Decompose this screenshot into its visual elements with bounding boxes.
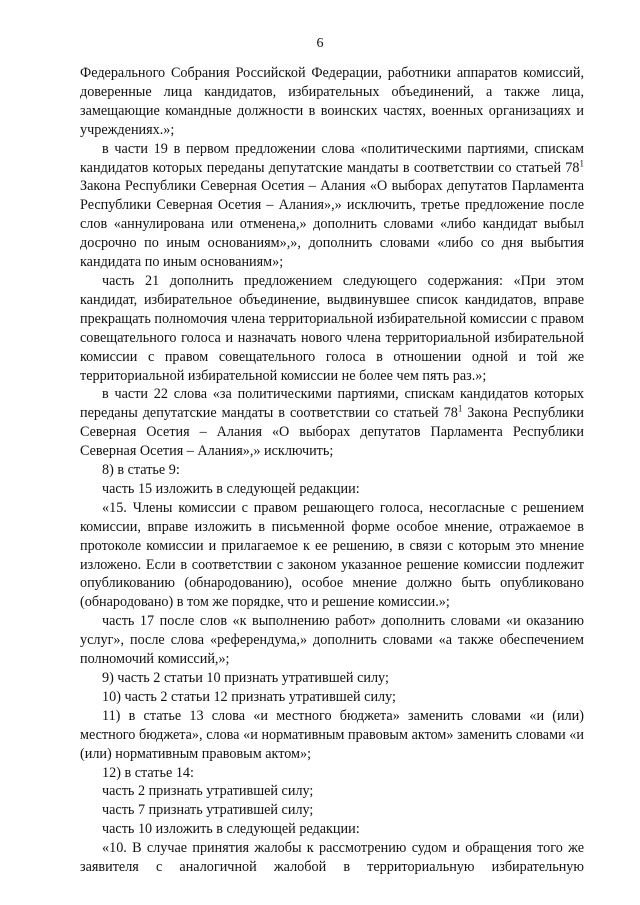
paragraph: часть 2 признать утратившей силу; <box>102 783 314 800</box>
paragraph-text: Закона Республики Северная Осетия – Алания «О выборах депутатов Парламента Республики Северная Осетия – Алания»,» исключить, третье предложение после слов «аннулирована или отменена,» дополнить словами «либо кандидат выбыл досрочно по иным основаниям»,», дополнить словами «либо со дня выбытия кандидата по иным основаниям»; <box>80 178 584 271</box>
paragraph: часть 7 признать утратившей силу; <box>102 802 314 819</box>
paragraph: Федерального Собрания Российской Федерации, работники аппаратов комиссий, доверенные лица кандидатов, избирательных объединений, а также лица, замещающие командные должности в воинских частях, военных организациях и учреждениях.»; <box>80 65 584 138</box>
paragraph: 8) в статье 9: <box>102 462 180 479</box>
document-body <box>80 64 584 877</box>
page-number: 6 <box>316 36 324 51</box>
paragraph-text: Закона Республики Северная Осетия – Алания «О выборах депутатов Парламента Республики Северная Осетия – Алания»,» исключить; <box>80 405 585 460</box>
paragraph-text: в части 22 слова «за политическими партиями, спискам кандидатов которых переданы депутатские мандаты в соответствии со статьей 78 <box>80 386 584 422</box>
paragraph-text: в части 19 в первом предложении слова «политическими партиями, спискам кандидатов которых переданы депутатские мандаты в соответствии со статьей 78 <box>80 140 584 176</box>
paragraph: часть 10 изложить в следующей редакции: <box>102 821 360 838</box>
paragraph: «10. В случае принятия жалобы к рассмотрению судом и обращения того же заявителя с аналогичной жалобой в территориальную избирательную <box>80 840 584 876</box>
paragraph: часть 17 после слов «к выполнению работ» дополнить словами «и оказанию услуг», после слова «референдума,» дополнить словами «а также обеспечением полномочий комиссий,»; <box>80 613 584 668</box>
paragraph: часть 15 изложить в следующей редакции: <box>102 480 360 497</box>
superscript: 1 <box>457 403 463 414</box>
paragraph: 9) часть 2 статьи 10 признать утратившей силу; <box>102 670 389 686</box>
superscript: 1 <box>579 157 584 168</box>
paragraph: 12) в статье 14: <box>102 764 194 781</box>
paragraph: 11) в статье 13 слова «и местного бюджета» заменить словами «и (или) местного бюджета», слова «и нормативным правовым актом» заменить словами «и (или) нормативным правовым актом»; <box>80 707 584 762</box>
paragraph <box>80 140 584 272</box>
paragraph: 10) часть 2 статьи 12 признать утратившей силу; <box>102 688 396 705</box>
paragraph: «15. Члены комиссии с правом решающего голоса, несогласные с решением комиссии, вправе изложить в письменной форме особое мнение, отражаемое в протоколе комиссии и прилагаемое к ее решению, в связи с которым это мнение изложено. Если в соответствии с законом указанное решение комиссии подлежит опубликованию (обнародованию), особое мнение должно быть опубликовано (обнародовано) в том же порядке, что и решение комиссии.»; <box>80 499 584 611</box>
paragraph: часть 21 дополнить предложением следующего содержания: «При этом кандидат, избирательное объединение, выдвинувшее список кандидатов, вправе прекращать полномочия члена территориальной избирательной комиссии с правом совещательного голоса и назначать нового члена территориальной избирательной комиссии с правом совещательного голоса в отношении одной и той же территориальной избирательной комиссии не более чем пять раз.»; <box>80 272 584 384</box>
paragraph <box>80 385 584 461</box>
